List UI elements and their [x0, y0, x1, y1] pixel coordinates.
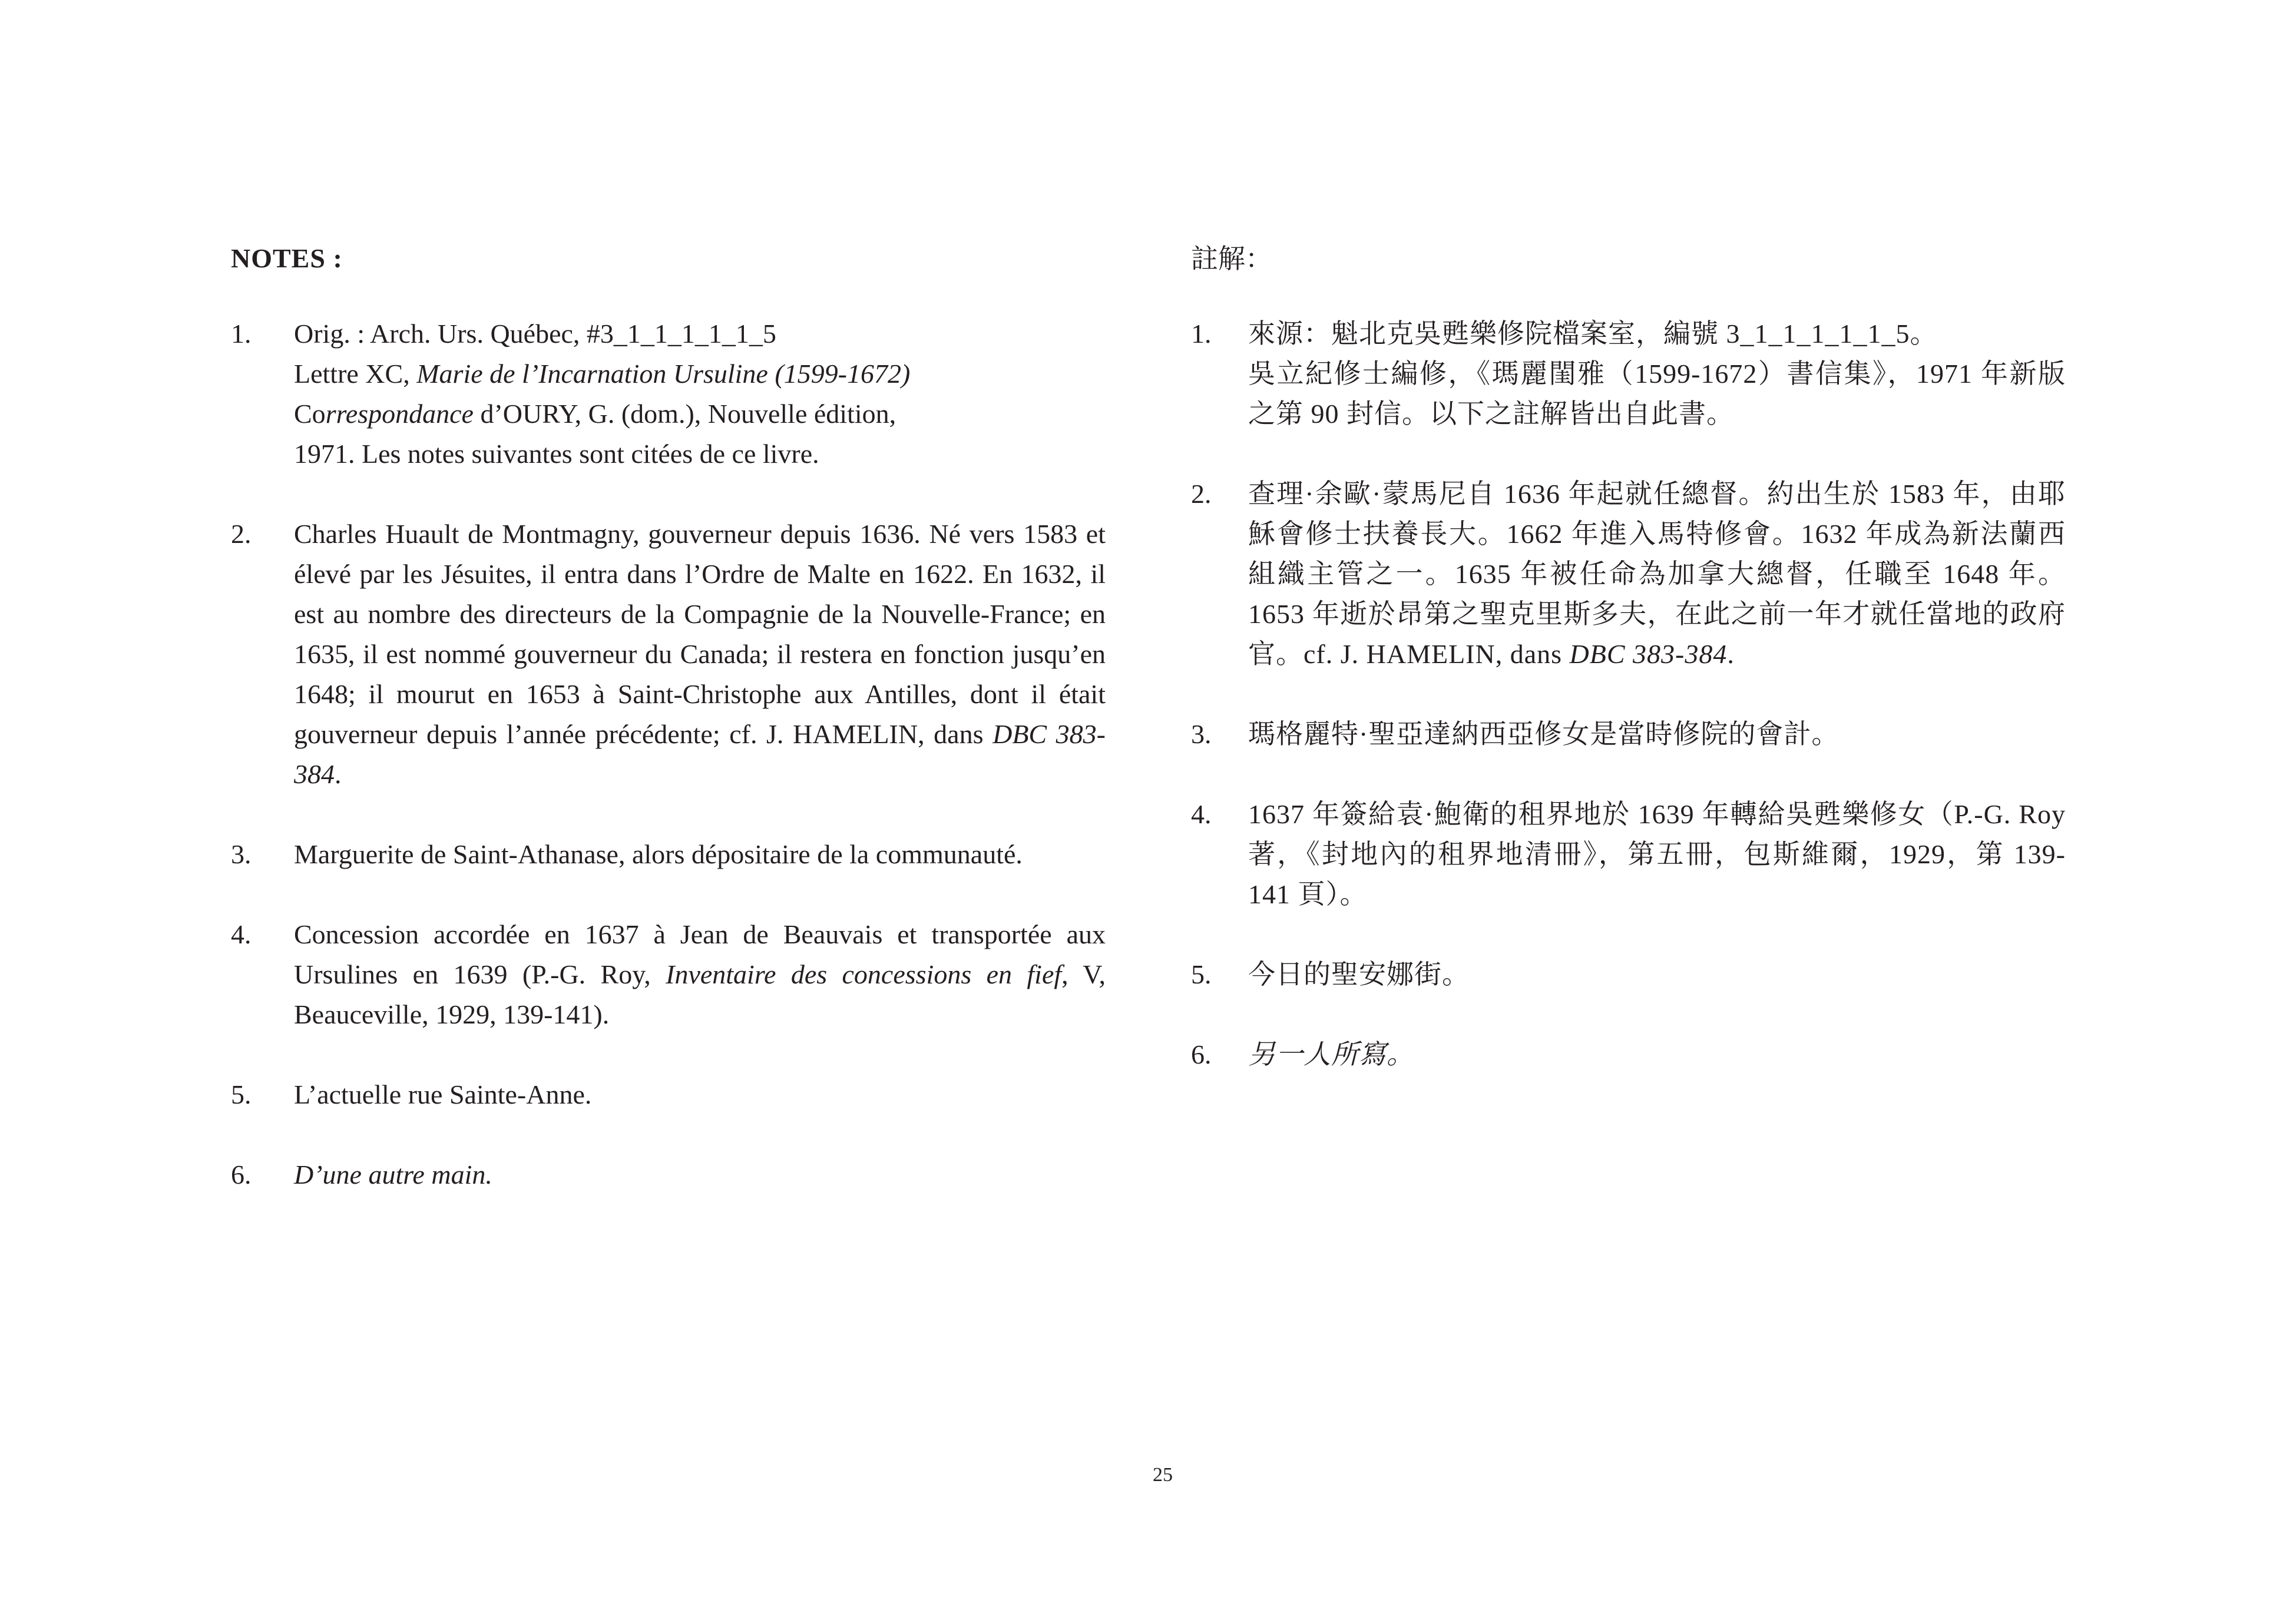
- note-number: 6.: [231, 1160, 252, 1190]
- note-text: 1637 年簽給袁·鮑衛的租界地於 1639 年轉給吳甦樂修女（P.-G. Roy 著，《封地內的租界地清冊》，第五冊，包斯維爾，1929，第 139-141 頁）。: [1248, 799, 2066, 909]
- note-text: L’actuelle rue Sainte-Anne.: [294, 1079, 592, 1109]
- note-number: 2.: [1191, 479, 1212, 509]
- chinese-note-5: [1191, 955, 2066, 995]
- chinese-note-6: [1191, 1035, 2066, 1075]
- french-note-4: 4. Concession accordée en 1637 à Jean de Beauvais et transportée aux Ursulines en 1639 (P.-G. Roy, Inventaire des concessions en fief, V, Beauceville, 1929, 139-141).: [231, 915, 1106, 1035]
- note-number: 4.: [1191, 799, 1212, 829]
- chinese-note-3: [1191, 714, 2066, 754]
- note-number: 6.: [1191, 1039, 1212, 1069]
- chinese-note-2: 2. 查理·余歐·蒙馬尼自 1636 年起就任總督。約出生於 1583 年，由耶穌會修士扶養長大。1662 年進入馬特修會。1632 年成為新法蘭西組織主管之一。1635 年被任命為加拿大總督，任職至 1648 年。1653 年逝於昂第之聖克里斯多夫，在此之前一年才就任當地的政府官。cf. J. HAMELIN, dans DBC 383-384.: [1191, 474, 2066, 674]
- french-note-6: [231, 1155, 1106, 1195]
- note-number: 1.: [231, 319, 252, 349]
- reference-title: Inventaire des concessions en fief: [666, 959, 1062, 989]
- note-text: d’OURY, G. (dom.), Nouvelle édition,: [473, 399, 896, 429]
- chinese-note-1: [1191, 314, 2066, 434]
- notes-heading-french: NOTES :: [231, 243, 343, 273]
- french-note-2: 2. Charles Huault de Montmagny, gouverneur depuis 1636. Né vers 1583 et élevé par les Jésuites, il entra dans l’Ordre de Malte en 1622. En 1632, il est au nombre des directeurs de la Compagnie de la Nouvelle-France; en 1635, il est nommé gouverneur du Canada; il restera en fonction jusqu’en 1648; il mourut en 1653 à Saint-Christophe aux Antilles, dont il était gouverneur depuis l’année précédente; cf. J. HAMELIN, dans DBC 383-384.: [231, 514, 1106, 794]
- french-notes-column: [231, 238, 1106, 1195]
- note-number: 1.: [1191, 319, 1212, 349]
- note-number: 3.: [1191, 719, 1212, 749]
- note-text: 今日的聖安娜街。: [1248, 959, 1470, 989]
- book-title: Marie de l’Incarnation Ursuline (1599-1672): [416, 359, 911, 389]
- note-text: Lettre XC,: [294, 359, 417, 389]
- note-text: 瑪格麗特·聖亞達納西亞修女是當時修院的會計。: [1248, 719, 1840, 749]
- note-text: Concession accordée en 1637 à Jean de Beauvais et transportée aux Ursulines en 1639 (P.-G. Roy,: [294, 919, 1106, 989]
- note-text: 來源：魁北克吳甦樂修院檔案室，編號 3_1_1_1_1_1_5。: [1248, 319, 1938, 349]
- note-text: Orig. : Arch. Urs. Québec, #3_1_1_1_1_1_5: [294, 319, 776, 349]
- note-text: Charles Huault de Montmagny, gouverneur depuis 1636. Né vers 1583 et élevé par les Jésuites, il entra dans l’Ordre de Malte en 1622. En 1632, il est au nombre des directeurs de la Compagnie de la Nouvelle-France; en 1635, il est nommé gouverneur du Canada; il restera en fonction jusqu’en 1648; il mourut en 1653 à Saint-Christophe aux Antilles, dont il était gouverneur depuis l’année précédente; cf. J. HAMELIN, dans: [294, 519, 1106, 749]
- note-text: 吳立紀修士編修，《瑪麗閨雅（1599-1672）書信集》，1971 年新版之第 90 封信。以下之註解皆出自此書。: [1248, 359, 2066, 429]
- note-number: 5.: [231, 1079, 252, 1109]
- note-number: 4.: [231, 919, 252, 949]
- french-note-1: [231, 314, 1106, 474]
- note-number: 5.: [1191, 959, 1212, 989]
- french-note-3: [231, 834, 1106, 874]
- note-text: Co: [294, 399, 326, 429]
- note-number: 3.: [231, 839, 252, 869]
- book-title: rrespondance: [325, 399, 474, 429]
- note-text: 1971. Les notes suivantes sont citées de ce livre.: [294, 439, 819, 469]
- french-note-5: [231, 1075, 1106, 1115]
- chinese-note-4: [1191, 794, 2066, 915]
- note-text: 另一人所寫。: [1248, 1039, 1414, 1069]
- note-text: 查理·余歐·蒙馬尼自 1636 年起就任總督。約出生於 1583 年，由耶穌會修士扶養長大。1662 年進入馬特修會。1632 年成為新法蘭西組織主管之一。1635 年被任命為加拿大總督，任職至 1648 年。1653 年逝於昂第之聖克里斯多夫，在此之前一年才就任當地的政府官。cf. J. HAMELIN, dans: [1248, 479, 2066, 669]
- note-text: Marguerite de Saint-Athanase, alors dépositaire de la communauté.: [294, 839, 1023, 869]
- note-number: 2.: [231, 519, 252, 549]
- chinese-notes-column: [1191, 238, 2066, 1075]
- notes-heading-chinese: 註解：: [1191, 243, 1272, 274]
- reference-title: DBC 383-384: [1569, 639, 1728, 669]
- page-number: 25: [1153, 1464, 1173, 1486]
- reference-title: DBC 383-384: [294, 719, 1106, 789]
- note-text: D’une autre main.: [294, 1160, 492, 1190]
